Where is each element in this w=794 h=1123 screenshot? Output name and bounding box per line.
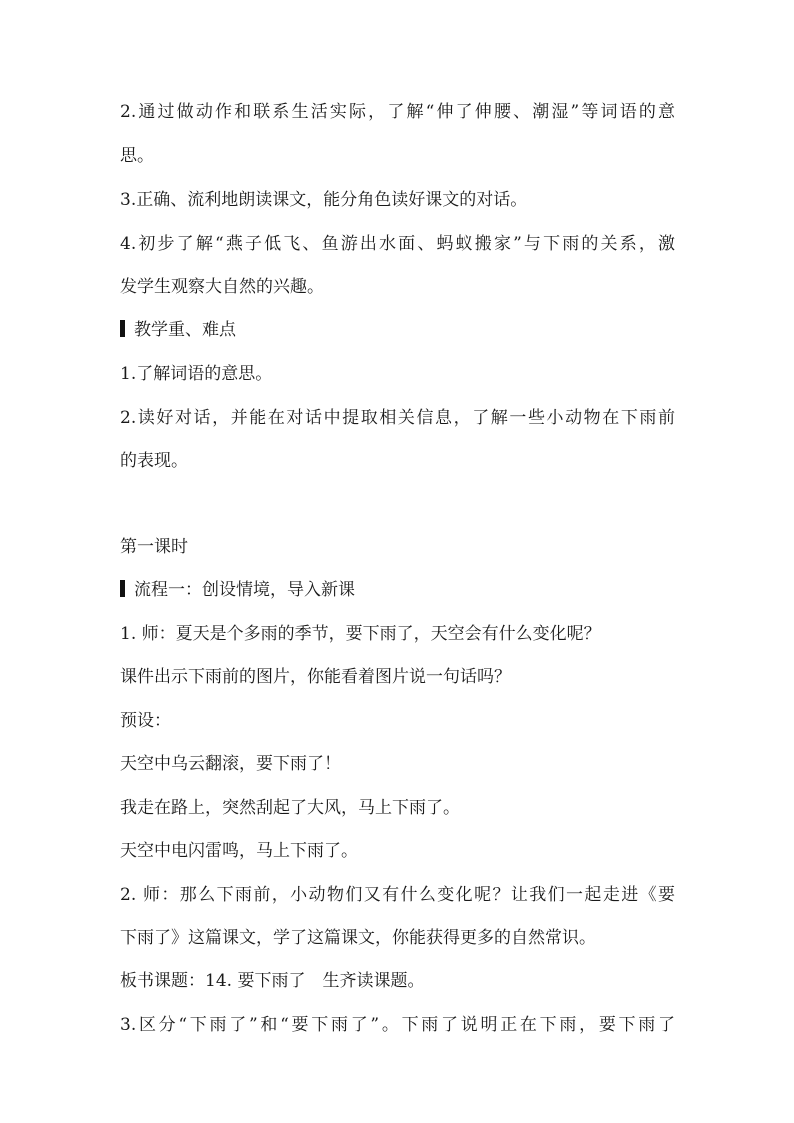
heading-bar-icon [120,580,125,597]
preset-answer-1: 天空中乌云翻滚，要下雨了！ [120,754,341,774]
objective-3: 3.正确、流利地朗读课文，能分角色读好课文的对话。 [120,190,528,210]
objective-4-line-2: 发学生观察大自然的兴趣。 [120,277,324,297]
flow-step-2-line-2: 下雨了》这篇课文，学了这篇课文，你能获得更多的自然常识。 [120,928,596,948]
flow-step-1: 1. 师：夏天是个多雨的季节，要下雨了，天空会有什么变化呢？ [120,624,601,644]
flow-step-3: 3.区分“下雨了”和“要下雨了”。下雨了说明正在下雨，要下雨了 [120,1015,675,1035]
objective-2-line-1: 2.通过做动作和联系生活实际，了解“伸了伸腰、潮湿”等词语的意 [120,102,675,122]
key-point-1: 1.了解词语的意思。 [120,364,273,384]
key-point-2-line-2: 的表现。 [120,451,188,471]
objective-4-line-1: 4.初步了解“燕子低飞、鱼游出水面、蚂蚁搬家”与下雨的关系，激 [120,234,675,254]
objective-2-line-2: 思。 [120,146,154,166]
flow-step-1-prompt: 课件出示下雨前的图片，你能看着图片说一句话吗？ [120,667,511,687]
key-point-2-line-1: 2.读好对话，并能在对话中提取相关信息，了解一些小动物在下雨前 [120,408,675,428]
heading-text: 教学重、难点 [134,320,236,340]
board-title: 板书课题：14. 要下雨了 生齐读课题。 [120,971,425,991]
section-heading-flow-1 [120,580,355,600]
preset-answer-2: 我走在路上，突然刮起了大风，马上下雨了。 [120,798,460,818]
preset-label: 预设： [120,711,171,731]
heading-text: 流程一：创设情境，导入新课 [134,580,355,600]
flow-step-2-line-1: 2. 师：那么下雨前，小动物们又有什么变化呢？让我们一起走进《要 [120,885,675,905]
lesson-title: 第一课时 [120,537,188,557]
preset-answer-3: 天空中电闪雷鸣，马上下雨了。 [120,841,358,861]
section-heading-key-points [120,320,236,340]
heading-bar-icon [120,320,125,337]
